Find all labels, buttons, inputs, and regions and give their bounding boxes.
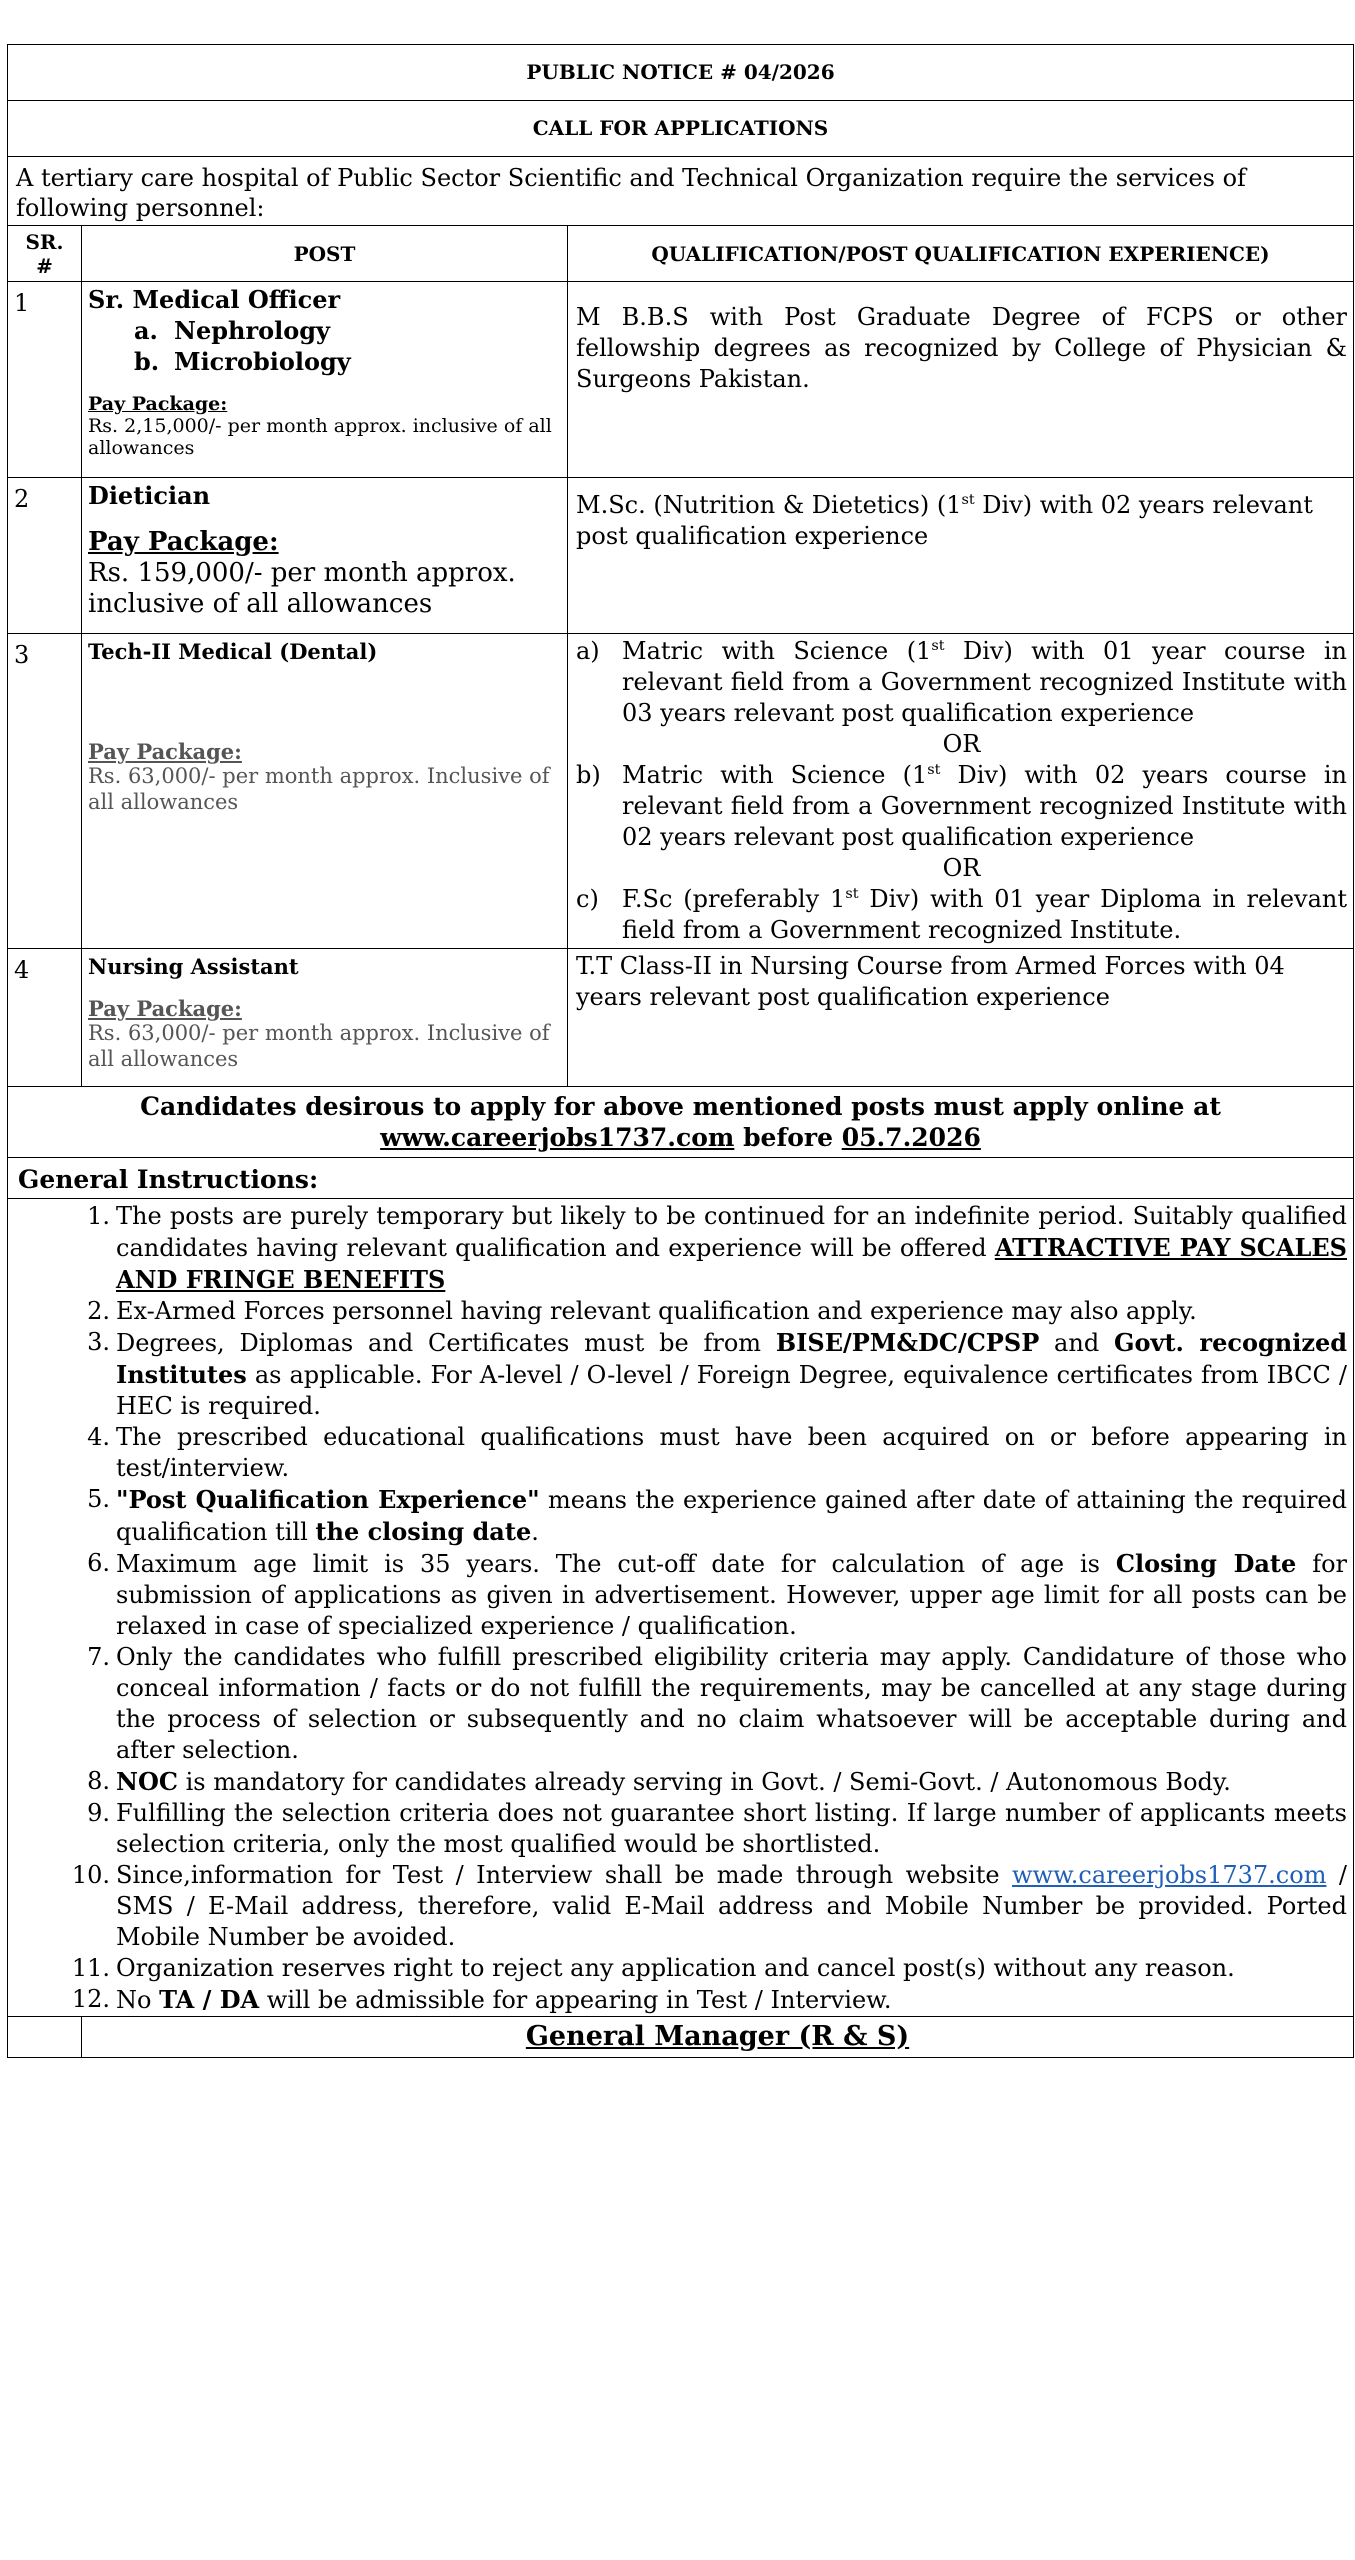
qualification-options-b: [576, 760, 1347, 853]
post-sr: 3: [8, 634, 82, 949]
instruction-item: 6. Maximum age limit is 35 years. The cut-off date for calculation of age is Closing Date for submission of applications as given in advertisement. However, upper age limit for all posts can be relaxed in case of specialized experience / qualification.: [87, 1549, 1347, 1640]
post-sr: 1: [8, 282, 82, 478]
pay-package-text: Rs. 159,000/- per month approx. inclusive of all allowances: [88, 558, 516, 619]
post-title: Dietician: [88, 481, 211, 510]
post-title: Nursing Assistant: [88, 954, 299, 979]
post-row: [8, 282, 1354, 478]
qualification-options: [576, 636, 1347, 729]
notice-title: PUBLIC NOTICE # 04/2026: [8, 45, 1354, 101]
col-header-qualification: QUALIFICATION/POST QUALIFICATION EXPERIENCE): [568, 226, 1354, 282]
instruction-item: 5. "Post Qualification Experience" means the experience gained after date of attaining the required qualification till the closing date.: [87, 1485, 1348, 1546]
apply-instructions: Candidates desirous to apply for above mentioned posts must apply online at www.careerjobs1737.com before 05.7.2026: [8, 1087, 1354, 1158]
notice-subtitle: CALL FOR APPLICATIONS: [8, 101, 1354, 157]
post-row: [8, 634, 1354, 949]
apply-website-link[interactable]: www.careerjobs1737.com: [380, 1123, 735, 1152]
qualification-options-c: [576, 884, 1347, 946]
instruction-item: 1. The posts are purely temporary but likely to be continued for an indefinite period. Suitably qualified candidates having relevant qualification and experience will be offered ATTRACTIVE PAY SCALES AND FRINGE BENEFITS: [87, 1202, 1347, 1294]
general-instructions-heading: General Instructions:: [8, 1158, 1354, 1199]
post-row: [8, 949, 1354, 1087]
instruction-item: 2. Ex-Armed Forces personnel having relevant qualification and experience may also apply.: [87, 1297, 1197, 1325]
pay-package-text: Rs. 63,000/- per month approx. Inclusive of all allowances: [88, 1021, 550, 1071]
post-sr: 2: [8, 478, 82, 634]
specialty-item: a. Nephrology: [134, 316, 330, 345]
post-title: Tech-II Medical (Dental): [88, 639, 378, 664]
qualification-option: b) Matric with Science (1st Div) with 02 years course in relevant field from a Government recognized Institute with 02 years relevant post qualification experience: [576, 761, 1347, 851]
website-link[interactable]: www.careerjobs1737.com: [1012, 1861, 1327, 1889]
apply-line: Candidates desirous to apply for above mentioned posts must apply online at: [140, 1092, 1221, 1121]
instruction-item: 4. The prescribed educational qualifications must have been acquired on or before appearing in test/interview.: [87, 1423, 1347, 1482]
instruction-item: 8. NOC is mandatory for candidates already serving in Govt. / Semi-Govt. / Autonomous Body.: [87, 1767, 1231, 1796]
qualification-option: a) Matric with Science (1st Div) with 01 year course in relevant field from a Government recognized Institute with 03 years relevant post qualification experience: [576, 637, 1347, 727]
instructions-list: [8, 1201, 1353, 2016]
or-separator: OR: [942, 854, 981, 882]
post-qualification: M B.B.S with Post Graduate Degree of FCPS or other fellowship degrees as recognized by College of Physician & Surgeons Pakistan.: [568, 282, 1354, 478]
instruction-item: 10. Since,information for Test / Interview shall be made through website www.careerjobs1737.com / SMS / E-Mail address, therefore, valid E-Mail address and Mobile Number be provided. Ported Mobile Number be avoided.: [71, 1861, 1348, 1951]
instruction-item: 12. No TA / DA will be admissible for appearing in Test / Interview.: [71, 1985, 892, 2014]
qualification-option: c) F.Sc (preferably 1st Div) with 01 year Diploma in relevant field from a Government recognized Institute.: [576, 885, 1347, 944]
post-qualification: T.T Class-II in Nursing Course from Armed Forces with 04 years relevant post qualification experience: [568, 949, 1354, 1087]
notice-table: [7, 44, 1354, 2058]
specialty-list: [88, 315, 561, 377]
instruction-item: 3. Degrees, Diplomas and Certificates must be from BISE/PM&DC/CPSP and Govt. recognized Institutes as applicable. For A-level / O-level / Foreign Degree, equivalence certificates from IBCC / HEC is required.: [87, 1328, 1347, 1420]
instruction-item: 11. Organization reserves right to reject any application and cancel post(s) without any reason.: [71, 1954, 1235, 1982]
pay-package-label: Pay Package:: [88, 996, 242, 1021]
signature-spacer: [8, 2017, 82, 2058]
pay-package-text: Rs. 63,000/- per month approx. Inclusive of all allowances: [88, 764, 550, 814]
pay-package-label: Pay Package:: [88, 739, 242, 764]
post-qualification: M.Sc. (Nutrition & Dietetics) (1st Div) with 02 years relevant post qualification experience: [568, 478, 1354, 634]
closing-date: 05.7.2026: [841, 1123, 981, 1152]
pay-package-label: Pay Package:: [88, 393, 228, 415]
public-notice: [7, 44, 1353, 2058]
instruction-item: 9. Fulfilling the selection criteria does not guarantee short listing. If large number of applicants meets selection criteria, only the most qualified would be shortlisted.: [87, 1799, 1347, 1858]
post-title: Sr. Medical Officer: [88, 285, 341, 314]
post-row: [8, 478, 1354, 634]
signature: General Manager (R & S): [82, 2017, 1354, 2058]
col-header-sr: SR. #: [8, 226, 82, 282]
specialty-item: b. Microbiology: [134, 347, 351, 376]
post-sr: 4: [8, 949, 82, 1087]
instruction-item: 7. Only the candidates who fulfill prescribed eligibility criteria may apply. Candidature of those who conceal information / facts or do not fulfill the requirements, may be cancelled at any stage during the process of selection or subsequently and no claim whatsoever will be acceptable during and after selection.: [87, 1643, 1347, 1764]
notice-intro: A tertiary care hospital of Public Sector Scientific and Technical Organization require the services of following personnel:: [8, 157, 1354, 226]
col-header-post: POST: [82, 226, 568, 282]
pay-package-text: Rs. 2,15,000/- per month approx. inclusive of all allowances: [88, 415, 552, 459]
or-separator: OR: [942, 730, 981, 758]
pay-package-label: Pay Package:: [88, 527, 279, 557]
